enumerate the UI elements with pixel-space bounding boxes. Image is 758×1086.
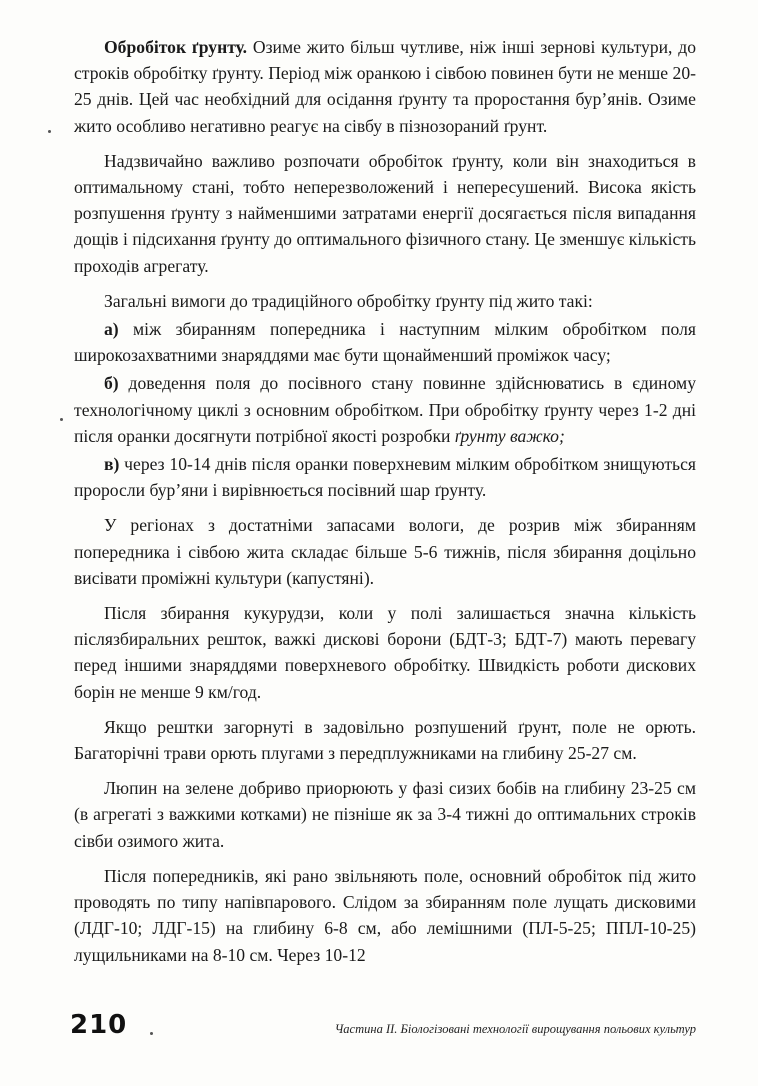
paragraph [74,34,696,139]
text-run: Озиме жито більш чутливе, ніж інші зернові культури, до строків обробітку ґрунту. Період між оранкою і сівбою повинен бути не менше 20-25 днів. Цей час необхідний для осідання ґрунту та проростання бур’янів. Озиме жито особливо негативно реагує на сівбу в пізнозораний ґрунт. [74,37,696,136]
text-run: У регіонах з достатніми запасами вологи, де розрив між збиранням попередника і сівбою жита складає більше 5-6 тижнів, після збирання доцільно висівати проміжні культури (капустяні). [74,515,696,588]
paragraph [74,370,696,449]
body-text [74,34,696,977]
paragraph [74,512,696,591]
text-run: Загальні вимоги до традиційного обробітку ґрунту під жито такі: [104,290,593,311]
bold-text: б) [104,373,119,394]
bold-text: а) [104,319,119,340]
paragraph [74,600,696,705]
text-run: між збиранням попередника і наступним мілким обробітком поля широкозахватними знаряддями має бути щонайменший проміжок часу; [74,319,696,366]
paragraph [74,714,696,766]
paragraph [74,451,696,503]
text-run: Якщо рештки загорнуті в задовільно розпушений ґрунт, поле не орють. Багаторічні трави орють плугами з передплужниками на глибину 25-27 см. [74,716,696,764]
text-run: Після збирання кукурудзи, коли у полі залишається значна кількість післязбиральних решток, важкі дискові борони (БДТ-3; БДТ-7) мають перевагу перед іншими знаряддями поверхневого обробітку. Швидкість роботи дискових борін не менше 9 км/год. [74,603,696,702]
running-title: Частина II. Біологізовані технології вирощування польових культур [334,1022,696,1036]
text-run: Після попередників, які рано звільняють поле, основний обробіток під жито проводять по типу напівпарового. Слідом за збиранням поле лущать дисковими (ЛДГ-10; ЛДГ-15) на глибину 6-8 см, або лемішними (ПЛ-5-25; ППЛ-10-25) лущильниками на 8-10 см. Через 10-12 [74,865,696,965]
paragraph [74,316,696,368]
scan-speck [60,418,63,421]
paragraph [74,863,696,968]
paragraph [74,148,696,279]
page-number: 210 [70,1010,128,1040]
text-run: через 10-14 днів після оранки поверхневим мілким обробітком знищуються проросли бур’яни і вирівнюється посівний шар ґрунту. [74,454,696,501]
bold-text: в) [104,454,120,475]
scan-speck [150,1032,153,1035]
italic-text: ґрунту важко; [454,425,565,446]
paragraph [74,288,696,314]
page-footer [70,1010,700,1050]
bold-text: Обробіток ґрунту. [104,37,248,57]
text-run: доведення поля до посівного стану повинне здійснюватись в єдиному технологічному циклі з основним обробітком. При обробітку ґрунту через 1-2 дні після оранки досягнути потрібної якості розробки [74,373,696,446]
paragraph [74,775,696,854]
scan-speck [48,130,51,133]
text-run: Надзвичайно важливо розпочати обробіток ґрунту, коли він знаходиться в оптимальному стані, тобто неперезволожений і непересушений. Висока якість розпушення ґрунту з найменшими затратами енергії досягається після випадання дощів і підсихання ґрунту до оптимального фізичного стану. Це зменшує кількість проходів агрегату. [74,150,696,276]
text-run: Люпин на зелене добриво приорюють у фазі сизих бобів на глибину 23-25 см (в агрегаті з важкими котками) не пізніше як за 3-4 тижні до оптимальних строків сівби озимого жита. [74,778,696,851]
